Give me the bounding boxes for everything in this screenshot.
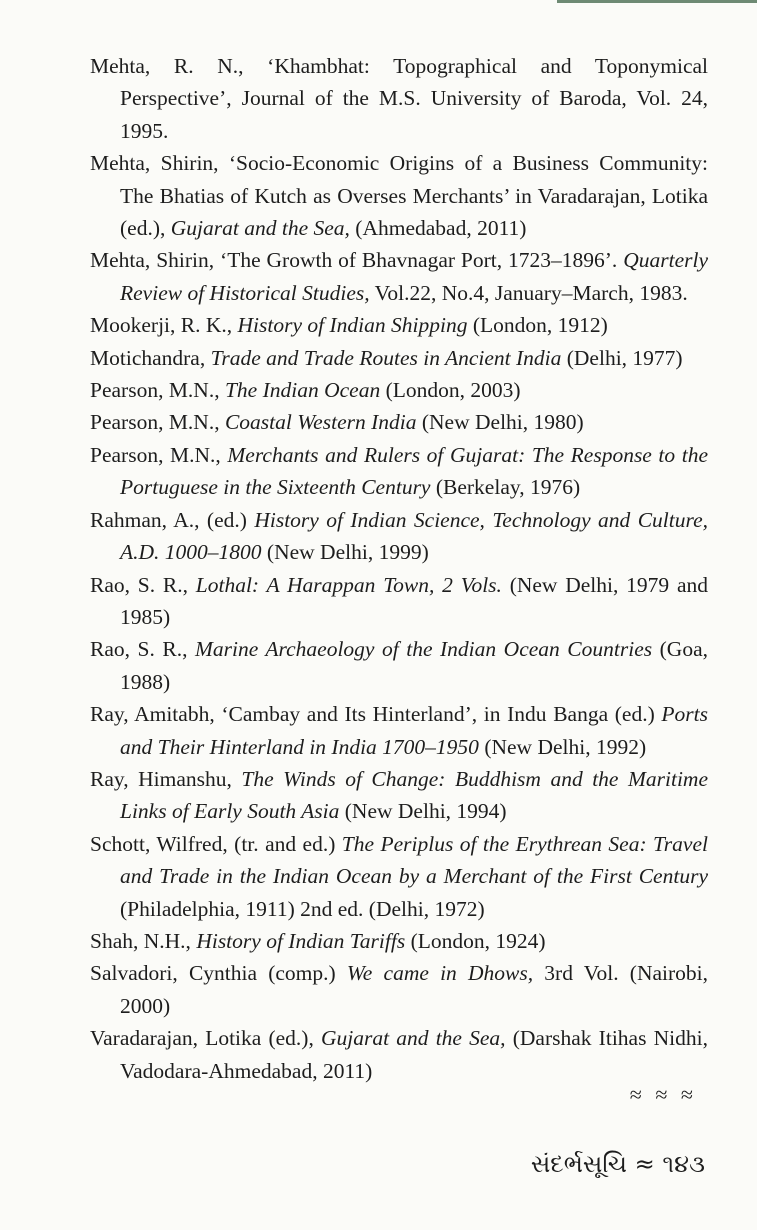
bib-entry [90,828,708,925]
page-footer [531,1150,705,1178]
bib-entry [90,406,708,438]
entry-title: History of Indian Science, Technology and Culture, A.D. 1000–1800 [120,507,708,565]
entry-author: Mehta, Shirin, [90,248,221,273]
entry-text: ‘Khambhat: Topographical and Toponymical Perspective’, Journal of the M.S. University of Baroda, Vol. 24, 1995. [120,54,709,143]
bib-entry [90,147,708,244]
entry-rest: (New Delhi, 1980) [416,410,584,435]
bib-entry [90,763,708,828]
entry-rest: (New Delhi, 1994) [339,799,507,824]
entry-title: Trade and Trade Routes in Ancient India [210,345,562,370]
entry-title: The Indian Ocean [224,378,381,403]
entry-author: Rahman, A., (ed.) [90,507,255,532]
entry-author: Salvadori, Cynthia [90,961,269,986]
bib-entry [90,342,708,374]
entry-title: Merchants and Rulers of Gujarat: The Response to the Portuguese in the Sixteenth Century [120,442,709,500]
top-edge-line [557,0,757,3]
entry-author: Pearson, M.N., [90,442,228,467]
entry-rest: (Darshak Itihas Nidhi, Vadodara-Ahmedabad, 2011) [120,1026,708,1083]
entry-author: Motichandra, [90,345,211,370]
entry-author: Mehta, Shirin, [90,151,229,176]
bib-entry [90,925,708,957]
bib-entry [90,439,708,504]
bib-entry [90,957,708,1022]
bib-entry [90,309,708,341]
entry-author: Rao, S. R., [90,637,195,662]
bib-entry [90,1022,708,1087]
entry-author: Ray, Himanshu, [90,766,242,791]
bib-entry [90,569,708,634]
page-number: ૧૪૩ [662,1150,705,1178]
bib-entry [90,698,708,763]
entry-rest: Vol.22, No.4, January–March, 1983. [369,280,688,305]
bibliography-list [90,50,708,1087]
entry-rest: (Delhi, 1977) [561,345,683,370]
entry-text: (ed.), [268,1026,322,1051]
footer-section-title: સંદર્ભસૂચિ [530,1150,627,1178]
entry-author: Pearson, M.N., [90,378,225,403]
entry-author: Ray, Amitabh, [90,702,222,727]
entry-title: History of Indian Shipping [237,313,468,338]
entry-author: Pearson, M.N., [90,410,225,435]
entry-text: (comp.) [268,961,347,986]
entry-rest: (London, 2003) [380,378,521,403]
entry-author: Shah, N.H., [90,928,197,953]
entry-rest: (Goa, 1988) [120,637,708,694]
entry-rest: (London, 1912) [467,313,608,338]
entry-author: Schott, Wilfred, [90,831,235,856]
entry-rest: (Philadelphia, 1911) 2nd ed. (Delhi, 1972) [120,896,485,921]
entry-text: ‘Socio-Economic Origins of a Business Community: The Bhatias of Kutch as Overses Merchants’ in Varadarajan, Lotika (ed.), [120,151,709,241]
footer-separator: ≈ [634,1150,655,1178]
entry-title: Ports and Their Hinterland in India 1700–1950 [120,702,708,759]
entry-text: ‘The Growth of Bhavnagar Port, 1723–1896’. [220,248,624,273]
entry-rest: (New Delhi, 1999) [261,540,429,565]
entry-text: (tr. and ed.) [234,831,342,856]
entry-title: History of Indian Tariffs [196,928,406,953]
entry-rest: (Ahmedabad, 2011) [349,216,527,241]
entry-title: We came in Dhows, [346,961,534,986]
entry-text: ‘Cambay and Its Hinterland’, in Indu Banga (ed.) [221,702,662,727]
bib-entry [90,244,708,309]
entry-author: Mehta, R. N., [90,54,268,78]
entry-rest: (New Delhi, 1979 and 1985) [120,572,708,629]
entry-title: The Winds of Change: Buddhism and the Maritime Links of Early South Asia [120,766,708,824]
bib-entry [90,374,708,406]
entry-title: Lothal: A Harappan Town, 2 Vols. [195,572,502,597]
entry-title: Gujarat and the Sea, [170,216,350,241]
bib-entry [90,504,708,569]
section-end-ornament: ≈ ≈ ≈ [629,1082,697,1107]
entry-rest: (New Delhi, 1992) [478,734,647,759]
entry-author: Rao, S. R., [90,572,196,597]
entry-rest: (London, 1924) [405,928,546,953]
entry-author: Mookerji, R. K., [90,313,238,338]
entry-rest: 3rd Vol. (Nairobi, 2000) [120,961,708,1018]
entry-title: Coastal Western India [224,410,417,435]
entry-title: Gujarat and the Sea, [321,1026,506,1051]
entry-title: Marine Archaeology of the Indian Ocean Countries [195,637,653,662]
entry-title: The Periplus of the Erythrean Sea: Travel and Trade in the Indian Ocean by a Merchant of the First Century [120,831,708,889]
bib-entry [90,50,708,147]
entry-title: Quarterly Review of Historical Studies, [120,248,708,305]
entry-rest: (Berkelay, 1976) [430,475,581,500]
bib-entry [90,633,708,698]
entry-author: Varadarajan, Lotika [90,1026,269,1051]
